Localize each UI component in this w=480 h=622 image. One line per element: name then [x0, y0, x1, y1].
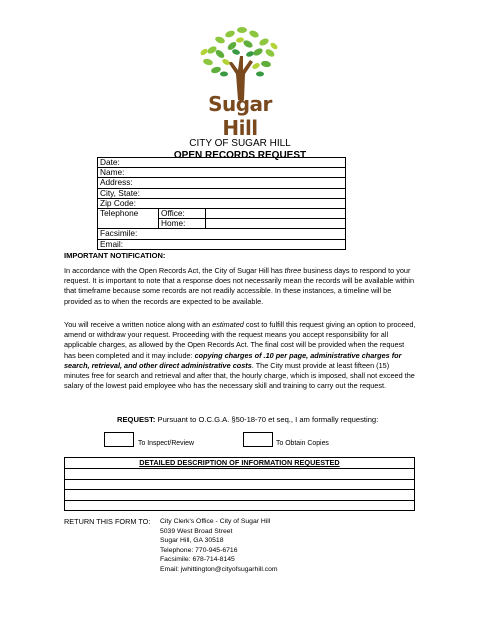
- details-line-1[interactable]: [65, 469, 415, 480]
- home-phone-field[interactable]: [206, 219, 346, 229]
- return-email: Email: jwhittington@cityofsugarhill.com: [160, 565, 278, 573]
- return-facsimile: Facsimile: 678-714-8145: [160, 556, 235, 564]
- address-row: [98, 178, 346, 188]
- city-name: CITY OF SUGAR HILL: [189, 138, 291, 149]
- office-phone-field[interactable]: [206, 208, 346, 218]
- inspect-review-checkbox[interactable]: [104, 432, 134, 447]
- form-title: OPEN RECORDS REQUEST: [173, 150, 307, 161]
- return-city-zip: Sugar Hill, GA 30518: [160, 537, 224, 545]
- facsimile-field[interactable]: Facsimile:: [98, 229, 346, 239]
- logo-wordmark: Sugar Hill: [208, 92, 272, 140]
- email-field[interactable]: Email:: [98, 239, 346, 249]
- p1-emphasis: three: [284, 266, 302, 275]
- p2-text-a: You will receive a written notice along with an: [64, 320, 213, 329]
- details-line: [65, 490, 415, 501]
- p1-text-b: business days to respond to your request. It is important to note that a response does not necessarily mean the records will be available within that timeframe because some records are not readily accessible. In these instances, a timeline will be provided as to when the records are expected to be available.: [64, 266, 415, 306]
- request-label: REQUEST:: [117, 415, 156, 424]
- p2-text-b: cost to fulfill this request giving an option to proceed, amend or withdraw your request. Proceeding with the request means you accept responsibility for all applicable charges, as allowed by the Open Records Act. The final cost will be provided when the request has been completed and it may include:: [64, 320, 416, 360]
- p2-emphasis: estimated: [212, 320, 244, 329]
- return-address: [160, 517, 278, 575]
- important-notification-heading: IMPORTANT NOTIFICATION:: [64, 251, 166, 260]
- request-text: Pursuant to O.C.G.A. §50-18-70 et seq., I am formally requesting:: [155, 415, 379, 424]
- city-state-field[interactable]: City, State:: [98, 188, 346, 198]
- details-line-3[interactable]: [65, 490, 415, 501]
- address-field[interactable]: Address:: [98, 178, 346, 188]
- details-line: [65, 479, 415, 490]
- details-line-2[interactable]: [65, 479, 415, 490]
- date-field[interactable]: Date:: [98, 158, 346, 168]
- city-state-row: [98, 188, 346, 198]
- details-header-row: [65, 458, 415, 469]
- notice-paragraph-1: [64, 266, 416, 307]
- detailed-description-table: [64, 457, 415, 511]
- contact-info-table: [97, 157, 346, 250]
- telephone-office-row: [98, 208, 346, 218]
- return-street: 5039 West Broad Street: [160, 527, 233, 535]
- date-row: [98, 158, 346, 168]
- p2-text-c: . The City must provide at least fifteen (15) minutes free for search and retrieval and after that, the hourly charge, which is imposed, shall not exceed the salary of the lowest paid employee who has the necessary skill and training to carry out the request.: [64, 360, 415, 391]
- details-line-4[interactable]: [65, 500, 415, 511]
- details-line: [65, 500, 415, 511]
- details-heading: DETAILED DESCRIPTION OF INFORMATION REQUESTED: [65, 458, 415, 469]
- office-label: Office:: [159, 208, 206, 218]
- zip-row: [98, 198, 346, 208]
- p1-text-a: In accordance with the Open Records Act, the City of Sugar Hill has: [64, 266, 285, 275]
- details-line: [65, 469, 415, 480]
- notice-paragraph-2: [64, 320, 416, 391]
- p2-charges-bold: copying charges of .10 per page, administrative charges for search, retrieval, and other direct administrative costs: [64, 350, 402, 370]
- obtain-copies-checkbox[interactable]: [243, 432, 273, 447]
- return-office: City Clerk's Office - City of Sugar Hill: [160, 518, 271, 525]
- facsimile-row: [98, 229, 346, 239]
- email-row: [98, 239, 346, 249]
- name-row: [98, 168, 346, 178]
- home-label: Home:: [159, 219, 206, 229]
- return-telephone: Telephone: 770-945-6716: [160, 546, 238, 554]
- obtain-copies-label: To Obtain Copies: [276, 440, 329, 447]
- name-field[interactable]: Name:: [98, 168, 346, 178]
- request-line: [117, 415, 378, 424]
- inspect-review-label: To Inspect/Review: [138, 440, 194, 447]
- telephone-label: Telephone: [98, 208, 159, 228]
- return-form-label: RETURN THIS FORM TO:: [64, 517, 151, 526]
- zip-field[interactable]: Zip Code:: [98, 198, 346, 208]
